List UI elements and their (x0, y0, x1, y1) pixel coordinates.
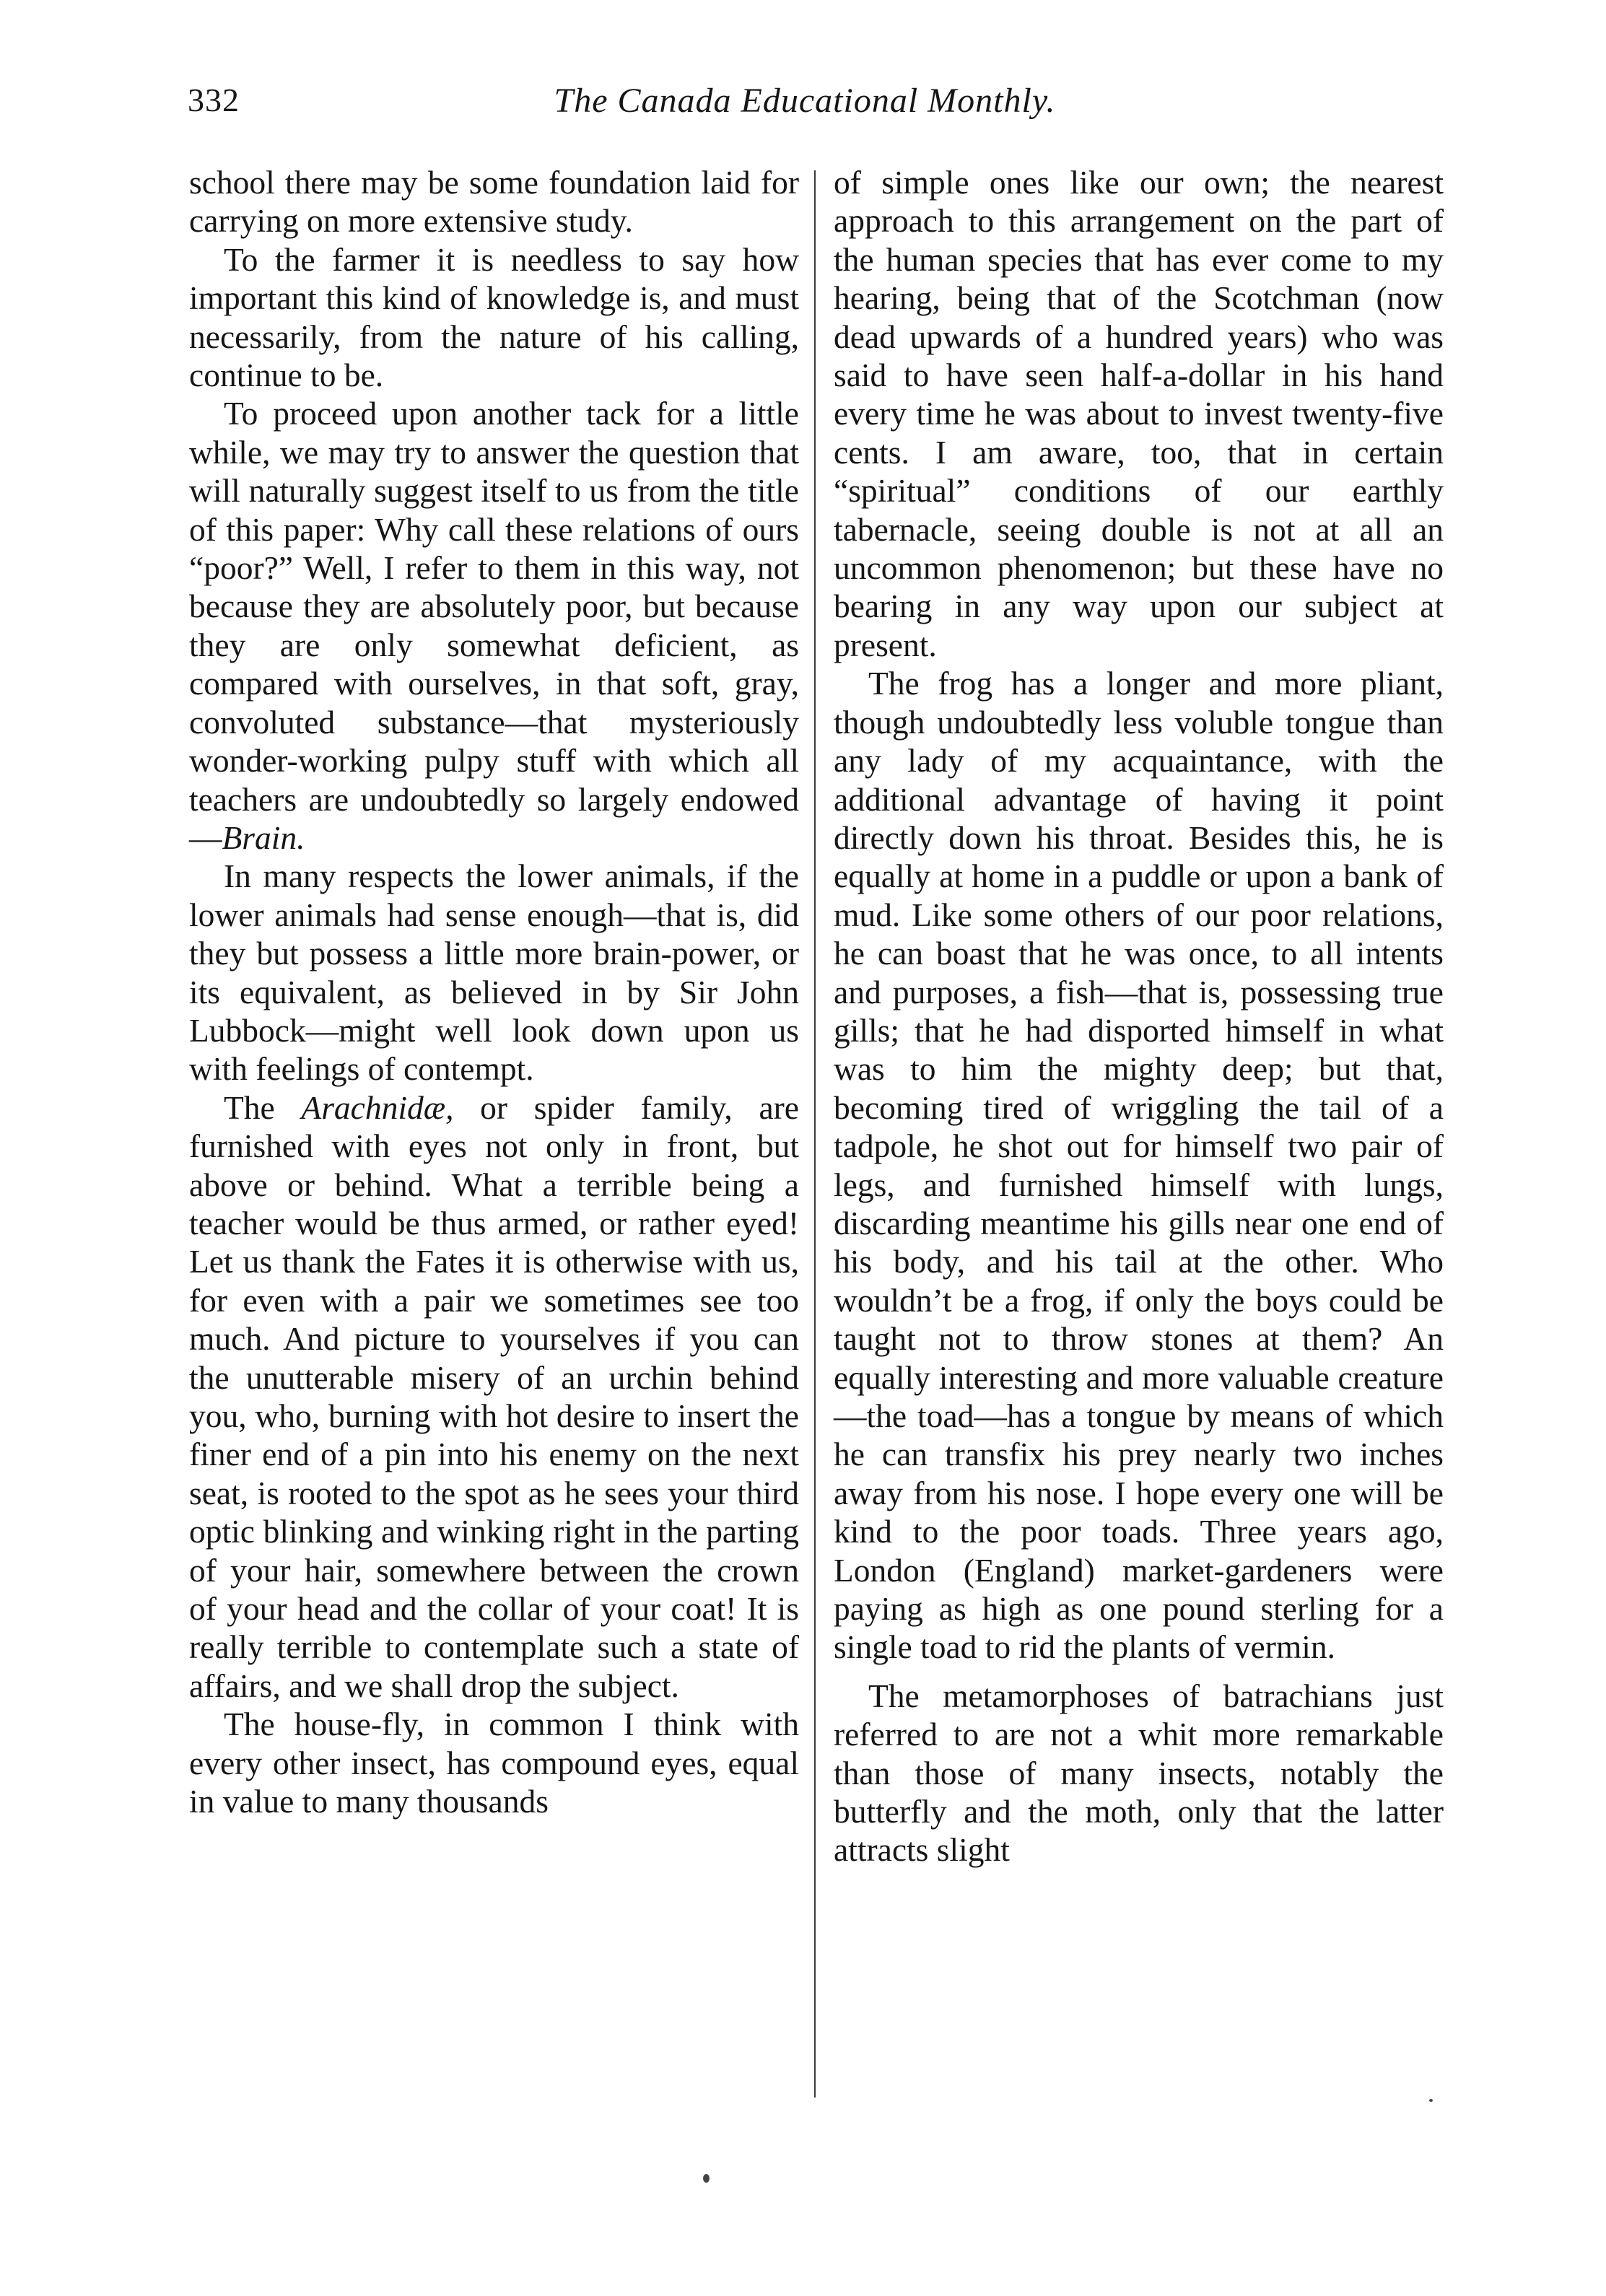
paragraph: of simple ones like our own; the nearest approach to this arrangement on the part of the human species that has ever come to my hearing, being that of the Scotchman (now dead upwards of a hundred years) who was said to have seen half-a-dollar in his hand every time he was about to invest twenty-five cents. I am aware, too, that in certain “spiritual” conditions of our earthly tabernacle, seeing double is not at all an uncommon phenomenon; but these have no bearing in any way upon our subject at present. (834, 164, 1444, 663)
ink-speck (1429, 2099, 1433, 2102)
column-divider (814, 170, 816, 2098)
paragraph-text: To proceed upon another tack for a little while, we may try to answer the question that will naturally suggest itself to us from the title of this paper: Why call these relations of ours “poor?” Well, I refer to them in this way, not because they are absolutely poor, but because they are only somewhat deficient, as compared with ourselves, in that soft, gray, convoluted substance—that mysteriously wonder-working pulpy stuff with which all teachers are undoubtedly so largely endowed— (189, 395, 799, 856)
paragraph: To the farmer it is needless to say how important this kind of knowledge is, and must necessarily, from the nature of his calling, continue to be. (189, 240, 799, 394)
paragraph: In many respects the lower animals, if the lower animals had sense enough—that is, did they but possess a little more brain-power, or its equivalent, as believed in by Sir John Lubbock—might well look down upon us with feelings of contempt. (189, 857, 799, 1088)
paragraph: The house-fly, in common I think with every other insect, has compound eyes, equal in value to many thousands (189, 1706, 799, 1820)
paragraph: school there may be some foundation laid for carrying on more extensive study. (189, 164, 799, 240)
paragraph (189, 394, 799, 857)
page-number: 332 (188, 82, 240, 118)
ink-speck (703, 2174, 710, 2183)
paragraph-text: The (224, 1088, 302, 1126)
emphasis-brain: Brain. (222, 819, 305, 856)
emphasis-arachnidae: Arachnidæ, (301, 1088, 454, 1126)
right-column (834, 163, 1444, 1869)
journal-title: The Canada Educational Monthly. (554, 82, 1056, 120)
paragraph: The frog has a longer and more pliant, though undoubtedly less voluble tongue than any lady of my acquaintance, with the additional advantage of having it point directly down his throat. Besides this, he is equally at home in a puddle or upon a bank of mud. Like some others of our poor relations, he can boast that he was once, to all intents and purposes, a fish—that is, possessing true gills; that he had disported himself in what was to him the mighty deep; but that, becoming tired of wriggling the tail of a tadpole, he shot out for himself two pair of legs, and furnished himself with lungs, discarding meantime his gills near one end of his body, and his tail at the other. Who wouldn’t be a frog, if only the boys could be taught not to throw stones at them? An equally interesting and more valuable creature—the toad—has a tongue by means of which he can transfix his prey nearly two inches away from his nose. I hope every one will be kind to the poor toads. Three years ago, London (England) market-gardeners were paying as high as one pound sterling for a single toad to rid the plants of vermin. (834, 665, 1444, 1666)
paragraph-text: or spider family, are furnished with eyes not only in front, but above or behind. What a terrible being a teacher would be thus armed, or rather eyed! Let us thank the Fates it is otherwise with us, for even with a pair we sometimes see too much. And picture to yourselves if you can the unutterable misery of an urchin behind you, who, burning with hot desire to insert the finer end of a pin into his enemy on the next seat, is rooted to the spot as he sees your third optic blinking and winking right in the parting of your hair, somewhere between the crown of your head and the collar of your coat! It is really terrible to contemplate such a state of affairs, and we shall drop the subject. (189, 1088, 799, 1704)
paragraph: The metamorphoses of batrachians just referred to are not a whit more remarkable than those of many insects, notably the butterfly and the moth, only that the latter attracts slight (834, 1677, 1444, 1869)
left-column (189, 163, 799, 1820)
running-header (166, 81, 1444, 133)
paragraph (189, 1088, 799, 1706)
